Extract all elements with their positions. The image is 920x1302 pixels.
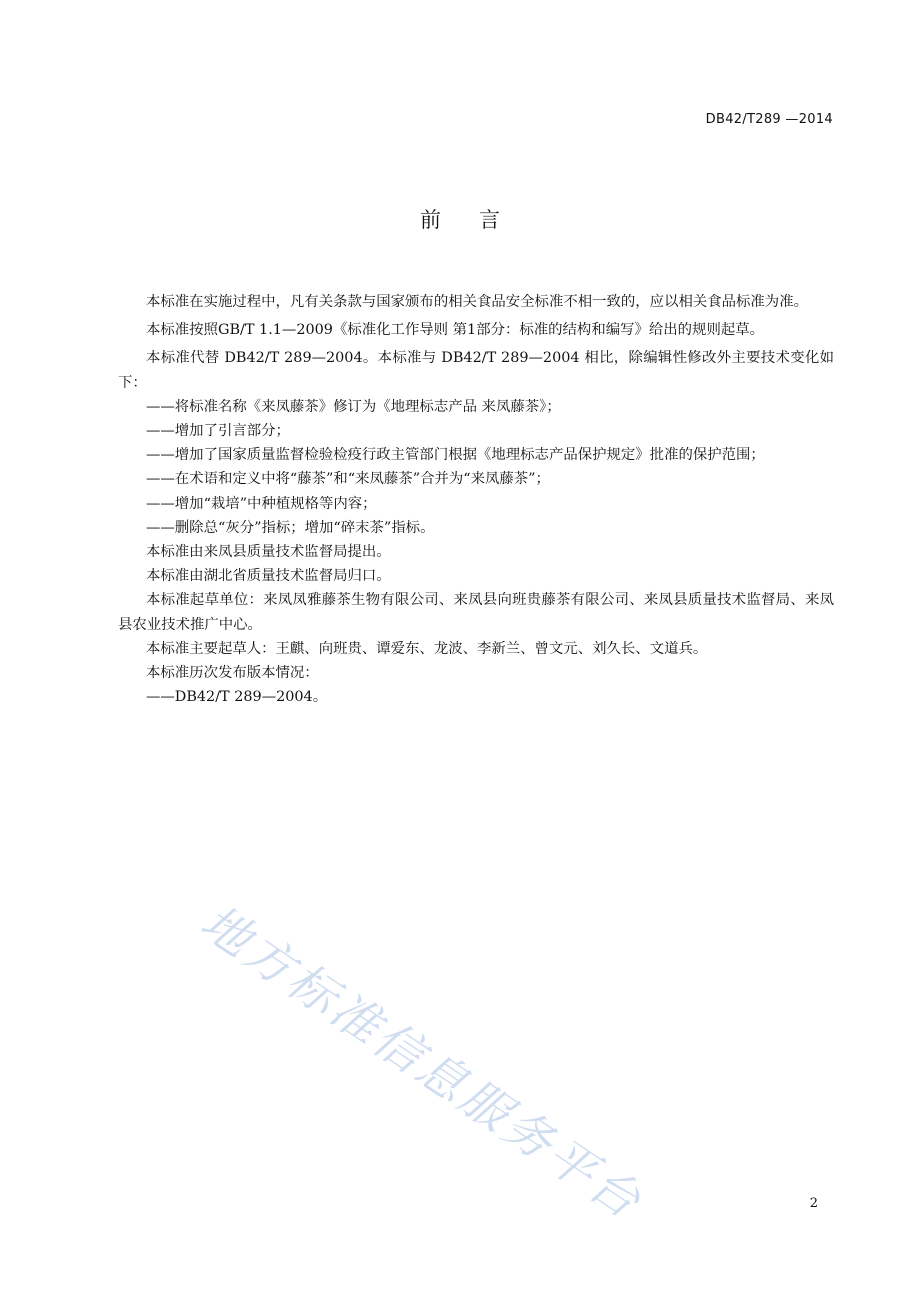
change-item: ——增加了引言部分；: [146, 423, 290, 440]
paragraph-managed-by: 本标准由湖北省质量技术监督局归口。: [146, 568, 391, 585]
paragraph-implementation: 本标准在实施过程中，凡有关条款与国家颁布的相关食品安全标准不相一致的，应以相关食品标准为准。: [146, 294, 808, 310]
watermark: 地方标准信息服务平台: [190, 894, 653, 1232]
page-number: 2: [809, 1196, 818, 1211]
document-code: DB42/T289 —2014: [705, 112, 833, 127]
change-item: ——将标准名称《来凤藤茶》修订为《地理标志产品 来凤藤茶》；: [146, 398, 561, 415]
paragraph-proposed-by: 本标准由来凤县质量技术监督局提出。: [146, 544, 391, 561]
history-item: ——DB42/T 289—2004。: [146, 689, 328, 706]
change-item: ——在术语和定义中将“藤茶”和“来凤藤茶”合并为“来凤藤茶”；: [146, 471, 550, 488]
foreword-body: [118, 290, 834, 709]
paragraph-replacement: 本标准代替 DB42/T 289—2004。本标准与 DB42/T 289—2004 相比，除编辑性修改外主要技术变化如下：: [118, 350, 834, 391]
change-item: ——增加“栽培”中种植规格等内容；: [146, 495, 377, 512]
paragraph-history-label: 本标准历次发布版本情况：: [146, 665, 319, 682]
page-title: 前言: [420, 208, 538, 232]
change-item: ——删除总“灰分”指标；增加“碎末茶”指标。: [146, 519, 435, 536]
paragraph-drafting-units: 本标准起草单位：来凤凤雅藤茶生物有限公司、来凤县向班贵藤茶有限公司、来凤县质量技术监督局、来凤县农业技术推广中心。: [118, 592, 834, 633]
paragraph-drafting-rules: 本标准按照GB/T 1.1—2009《标准化工作导则 第1部分：标准的结构和编写》给出的规则起草。: [146, 322, 765, 339]
change-item: ——增加了国家质量监督检验检疫行政主管部门根据《地理标志产品保护规定》批准的保护范围；: [146, 447, 765, 464]
paragraph-drafters: 本标准主要起草人：王麒、向班贵、谭爱东、龙波、李新兰、曾文元、刘久长、文道兵。: [146, 640, 708, 657]
